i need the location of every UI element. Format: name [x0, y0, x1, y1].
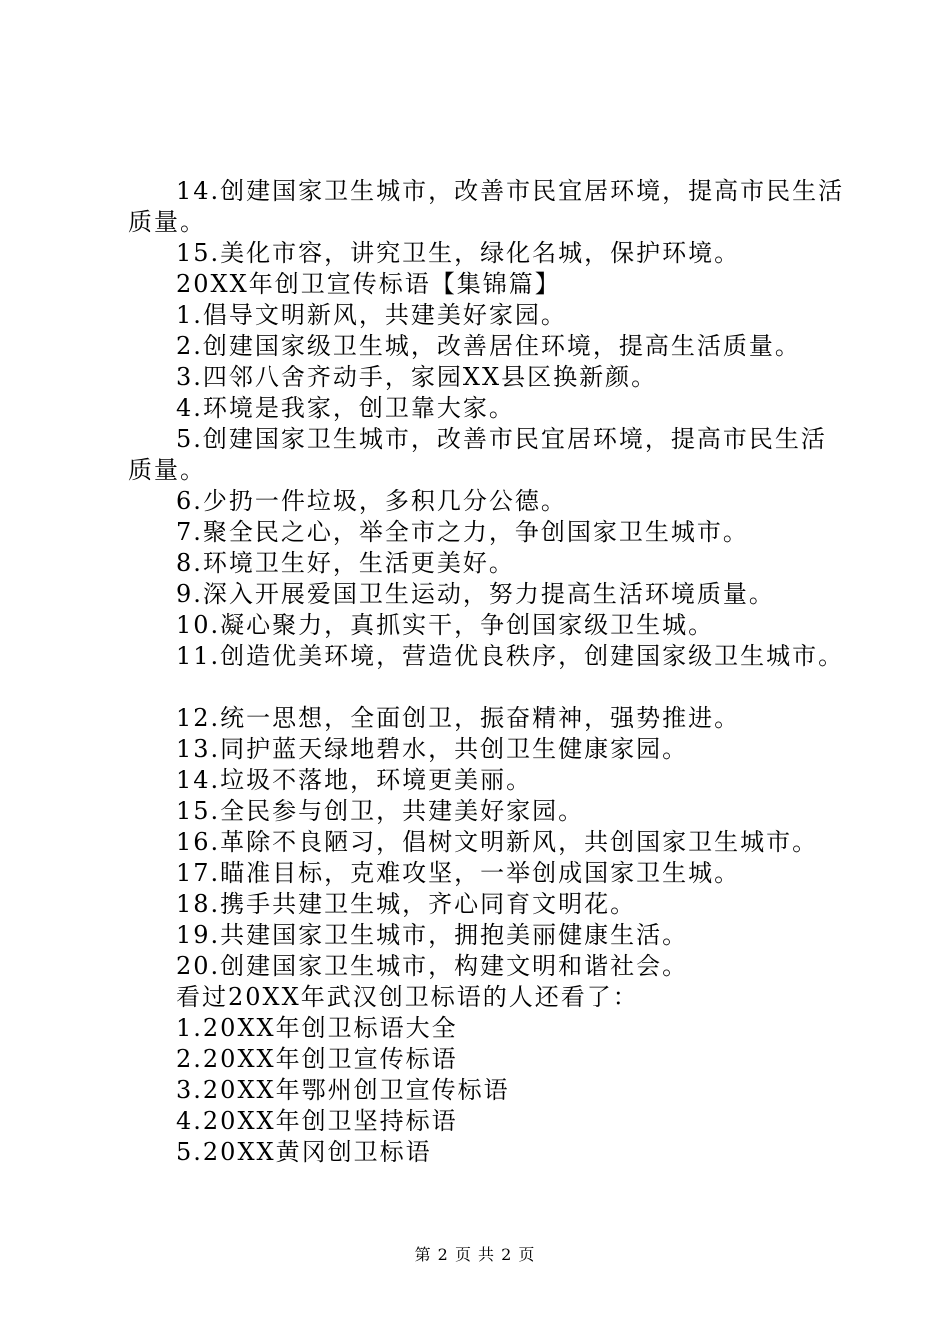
related-item: 3.20XX年鄂州创卫宣传标语 [176, 1076, 510, 1104]
slogan-item: 3.四邻八舍齐动手，家园XX县区换新颜。 [176, 363, 658, 391]
slogan-item: 20.创建国家卫生城市，构建文明和谐社会。 [176, 952, 689, 980]
slogan-item: 12.统一思想，全面创卫，振奋精神，强势推进。 [176, 704, 741, 732]
slogan-item: 14.垃圾不落地，环境更美丽。 [176, 766, 533, 794]
blank-line [128, 672, 838, 703]
related-item: 2.20XX年创卫宣传标语 [176, 1045, 458, 1073]
slogan-item: 10.凝心聚力，真抓实干，争创国家级卫生城。 [176, 611, 715, 639]
paragraph-line: 15.美化市容，讲究卫生，绿化名城，保护环境。 [176, 239, 741, 267]
section-heading: 20XX年创卫宣传标语【集锦篇】 [176, 270, 561, 298]
slogan-item: 9.深入开展爱国卫生运动，努力提高生活环境质量。 [176, 580, 775, 608]
slogan-item: 7.聚全民之心，举全市之力，争创国家卫生城市。 [176, 518, 749, 546]
slogan-item: 2.创建国家级卫生城，改善居住环境，提高生活质量。 [176, 332, 801, 360]
slogan-item: 19.共建国家卫生城市，拥抱美丽健康生活。 [176, 921, 689, 949]
slogan-item-continuation: 质量。 [128, 456, 206, 484]
paragraph-line: 14.创建国家卫生城市，改善市民宜居环境，提高市民生活 [176, 177, 845, 205]
slogan-item: 6.少扔一件垃圾，多积几分公德。 [176, 487, 567, 515]
related-item: 4.20XX年创卫坚持标语 [176, 1107, 458, 1135]
paragraph-line: 质量。 [128, 208, 206, 236]
document-body [128, 176, 845, 1168]
slogan-item: 17.瞄准目标，克难攻坚，一举创成国家卫生城。 [176, 859, 741, 887]
slogan-item: 4.环境是我家，创卫靠大家。 [176, 394, 515, 422]
related-item: 5.20XX黄冈创卫标语 [176, 1138, 432, 1166]
slogan-item: 18.携手共建卫生城，齐心同育文明花。 [176, 890, 637, 918]
slogan-item: 11.创造优美环境，营造优良秩序，创建国家级卫生城市。 [176, 642, 845, 670]
slogan-item: 16.革除不良陋习，倡树文明新风，共创国家卫生城市。 [176, 828, 819, 856]
slogan-item: 5.创建国家卫生城市，改善市民宜居环境，提高市民生活 [176, 425, 827, 453]
slogan-item: 13.同护蓝天绿地碧水，共创卫生健康家园。 [176, 735, 689, 763]
page-footer: 第 2 页 共 2 页 [414, 1245, 536, 1264]
related-item: 1.20XX年创卫标语大全 [176, 1014, 458, 1042]
related-heading: 看过20XX年武汉创卫标语的人还看了： [176, 983, 639, 1011]
slogan-item: 15.全民参与创卫，共建美好家园。 [176, 797, 585, 825]
slogan-item: 1.倡导文明新风，共建美好家园。 [176, 301, 567, 329]
slogan-item: 8.环境卫生好，生活更美好。 [176, 549, 515, 577]
